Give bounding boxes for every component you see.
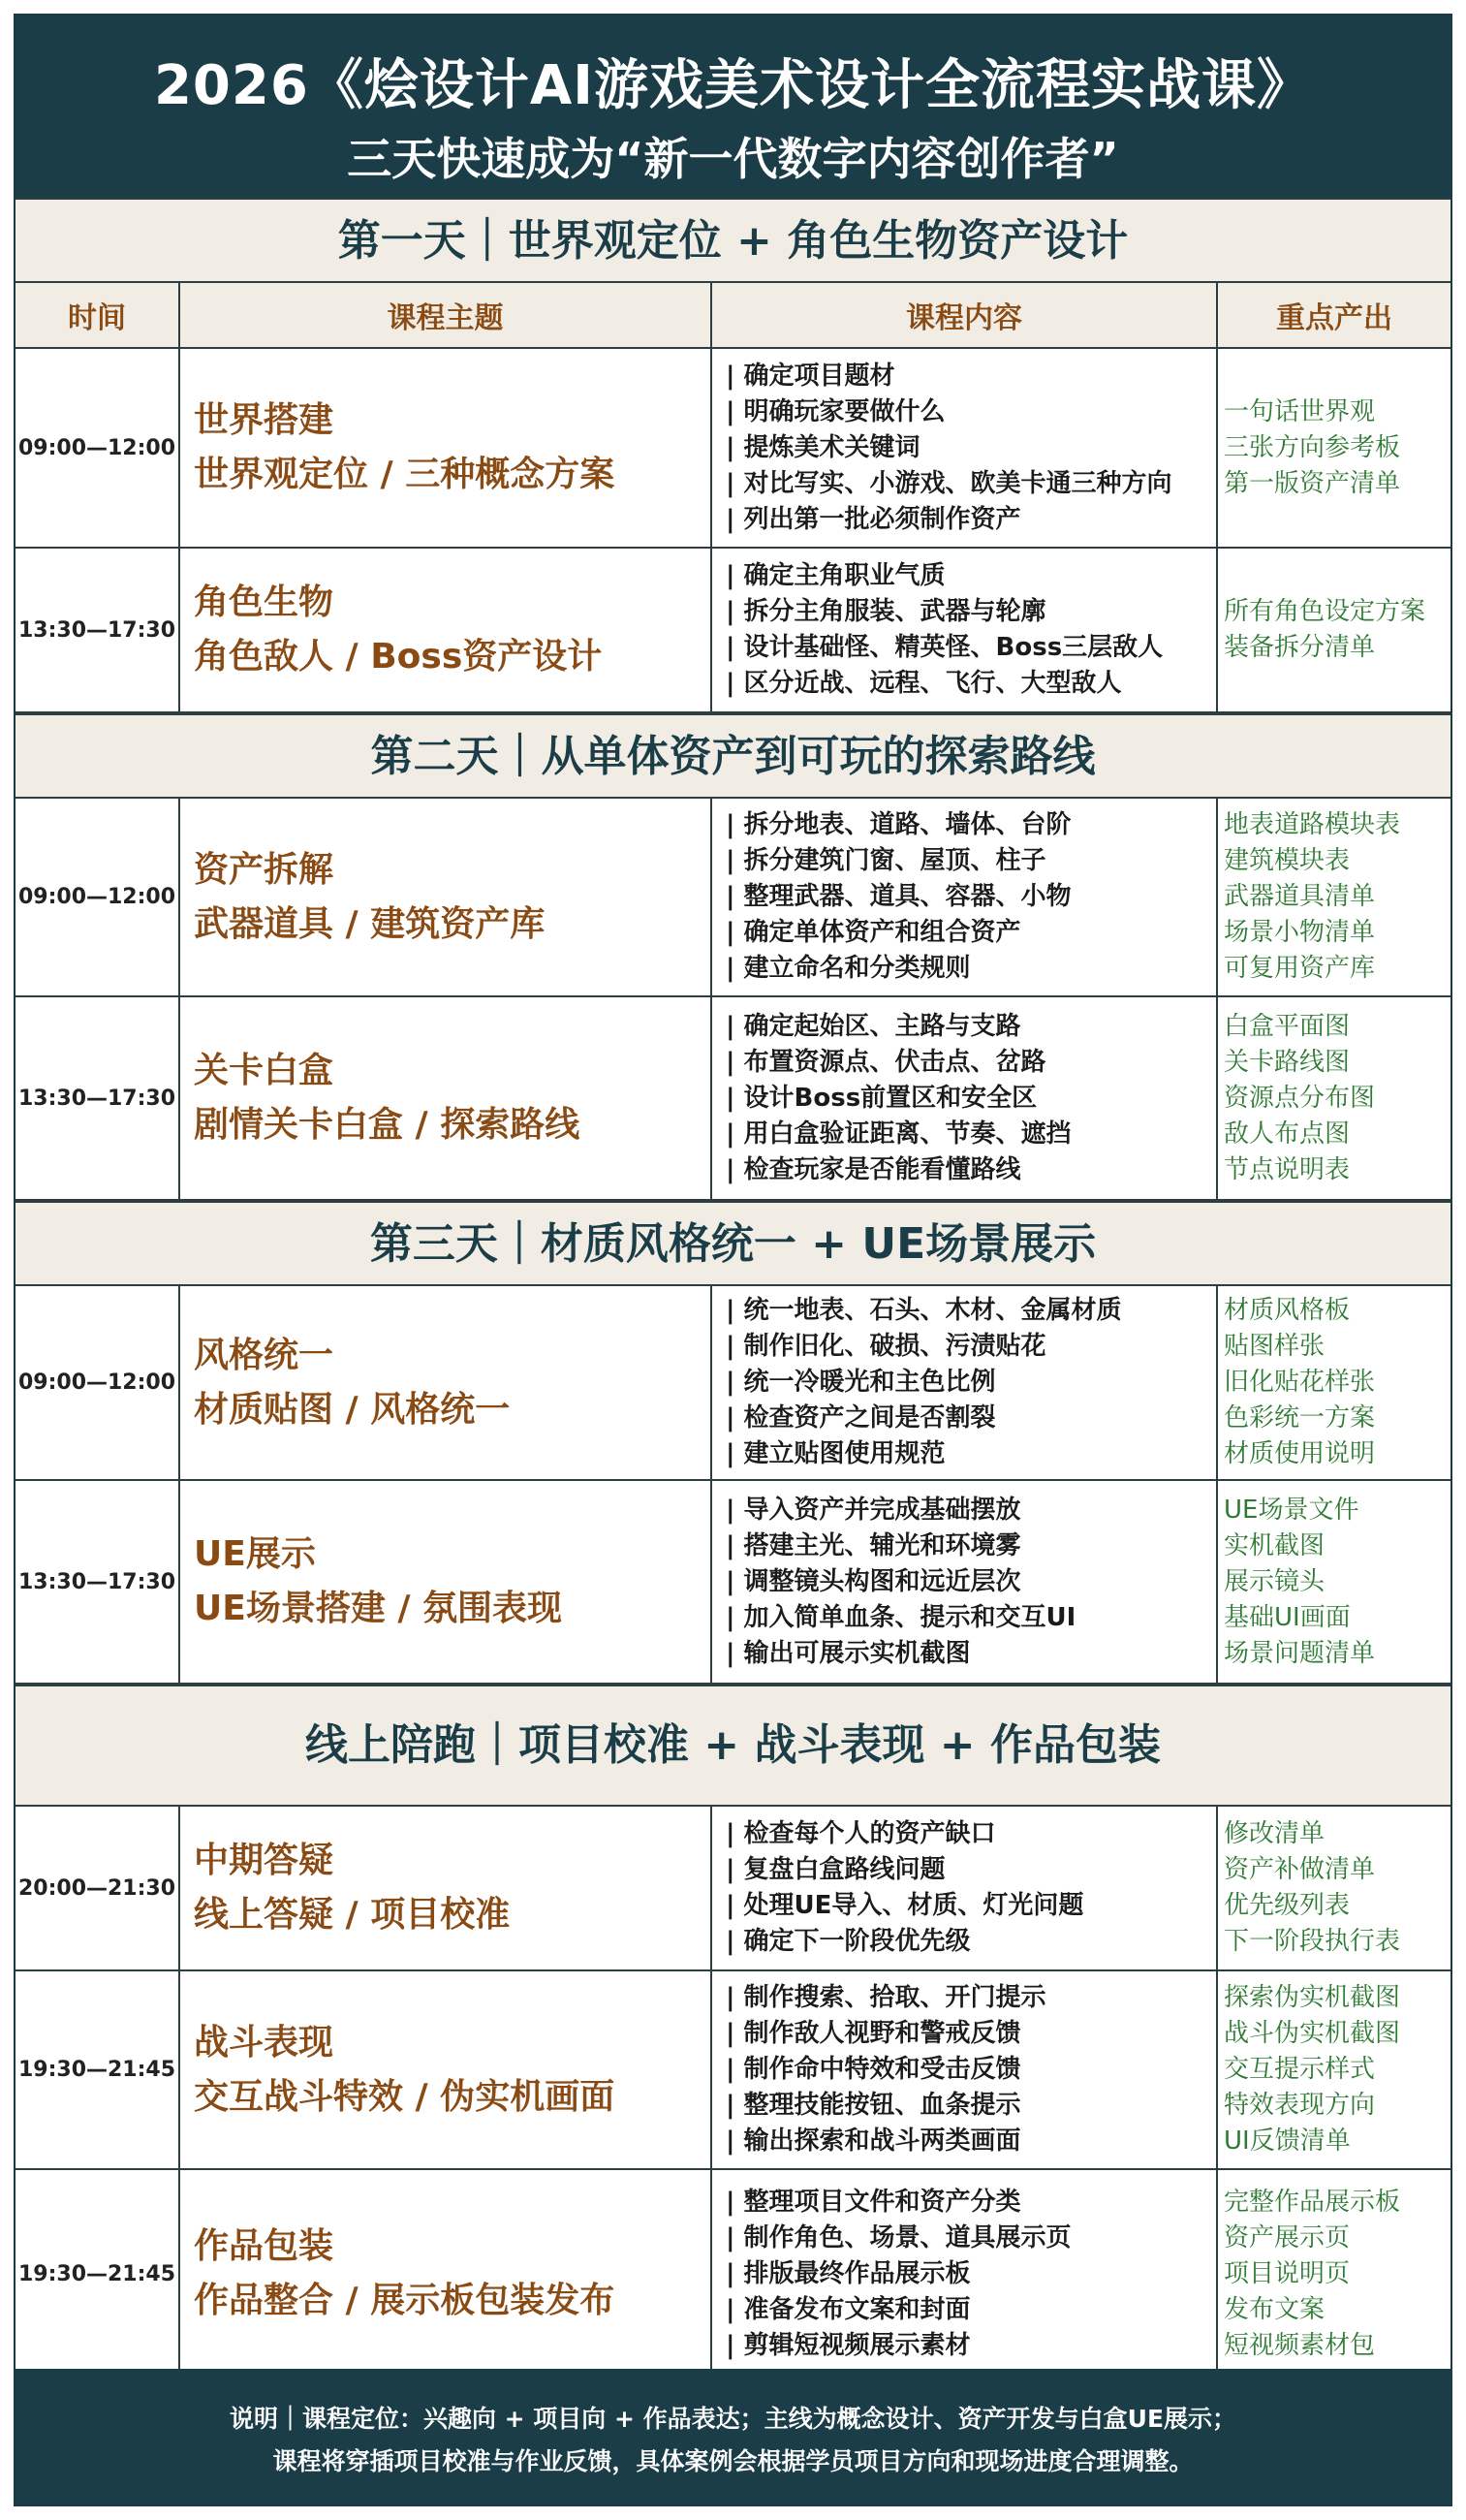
topic-line: 关卡白盒: [194, 1051, 334, 1090]
time-cell: 20:00—21:30: [16, 1807, 180, 1969]
output-item: 白盒平面图: [1224, 1011, 1351, 1041]
content-cell: [712, 2170, 1218, 2378]
schedule-table: [16, 198, 1450, 2379]
table-row: [16, 997, 1450, 1201]
column-header-content: 课程内容: [712, 283, 1218, 347]
content-cell: [712, 1286, 1218, 1479]
content-item: | 确定主角职业气质: [726, 561, 946, 590]
content-item: | 布置资源点、伏击点、岔路: [726, 1047, 1046, 1077]
content-item: | 检查每个人的资产缺口: [726, 1819, 996, 1848]
output-item: 一句话世界观: [1224, 396, 1376, 426]
topic-line: 世界搭建: [194, 400, 334, 440]
topic-line: 作品整合 / 展示板包装发布: [194, 2281, 615, 2320]
section-title: 第二天｜从单体资产到可玩的探索路线: [16, 713, 1450, 799]
content-item: | 明确玩家要做什么: [726, 396, 946, 426]
table-row: [16, 1286, 1450, 1481]
content-cell: [712, 1971, 1218, 2168]
table-row: [16, 1971, 1450, 2170]
output-item: 资源点分布图: [1224, 1083, 1376, 1113]
table-row: [16, 1807, 1450, 1971]
output-item: 资产展示页: [1224, 2222, 1351, 2252]
content-cell: [712, 1481, 1218, 1683]
content-cell: [712, 549, 1218, 711]
content-item: | 调整镜头构图和远近层次: [726, 1566, 1021, 1596]
output-item: 材质风格板: [1224, 1296, 1351, 1325]
output-item: 所有角色设定方案: [1224, 597, 1426, 626]
output-item: 下一阶段执行表: [1224, 1927, 1401, 1956]
output-item: 完整作品展示板: [1224, 2187, 1401, 2217]
time-cell: 09:00—12:00: [16, 349, 180, 547]
output-item: 武器道具清单: [1224, 882, 1376, 911]
content-item: | 剪辑短视频展示素材: [726, 2330, 971, 2360]
output-item: 交互提示样式: [1224, 2055, 1376, 2084]
page-title: 2026《烩设计AI游戏美术设计全流程实战课》: [153, 54, 1313, 117]
content-item: | 统一地表、石头、木材、金属材质: [726, 1296, 1122, 1325]
topic-line: UE场景搭建 / 氛围表现: [194, 1589, 563, 1628]
content-item: | 整理武器、道具、容器、小物: [726, 882, 1072, 911]
footer-line-1: 说明｜课程定位：兴趣向 + 项目向 + 作品表达；主线为概念设计、资产开发与白盒UE展示；: [229, 2405, 1237, 2433]
topic-line: 战斗表现: [194, 2022, 334, 2063]
column-header-output: 重点产出: [1276, 301, 1392, 335]
content-item: | 制作角色、场景、道具展示页: [726, 2222, 1072, 2252]
content-item: | 准备发布文案和封面: [726, 2294, 971, 2324]
topic-line: UE展示: [194, 1534, 316, 1574]
schedule-poster: [14, 14, 1452, 2506]
output-item: 旧化贴花样张: [1224, 1368, 1376, 1397]
output-cell: [1218, 1286, 1450, 1479]
content-item: | 设计基础怪、精英怪、Boss三层敌人: [726, 633, 1164, 662]
content-item: | 整理技能按钮、血条提示: [726, 2091, 1021, 2120]
topic-line: 角色生物: [194, 583, 334, 622]
topic-line: 剧情关卡白盒 / 探索路线: [194, 1105, 580, 1145]
content-item: | 输出探索和战斗两类画面: [726, 2126, 1021, 2156]
content-item: | 拆分地表、道路、墙体、台阶: [726, 810, 1072, 839]
footer-line-2: 课程将穿插项目校准与作业反馈，具体案例会根据学员项目方向和现场进度合理调整。: [272, 2447, 1194, 2475]
topic-cell: [180, 1286, 712, 1479]
content-cell: [712, 349, 1218, 547]
output-item: 实机截图: [1224, 1530, 1326, 1560]
output-item: 场景问题清单: [1224, 1638, 1376, 1668]
output-item: 优先级列表: [1224, 1891, 1351, 1920]
output-item: 第一版资产清单: [1224, 468, 1401, 498]
content-cell: [712, 997, 1218, 1199]
output-item: 探索伪实机截图: [1224, 1983, 1401, 2012]
output-item: 基础UI画面: [1224, 1602, 1351, 1632]
topic-cell: [180, 997, 712, 1199]
output-item: 战斗伪实机截图: [1224, 2019, 1401, 2048]
topic-line: 风格统一: [194, 1335, 334, 1375]
content-cell: [712, 1807, 1218, 1969]
output-item: 可复用资产库: [1224, 954, 1376, 983]
output-item: 地表道路模块表: [1224, 810, 1401, 839]
content-item: | 加入简单血条、提示和交互UI: [726, 1602, 1076, 1632]
time-cell: 19:30—21:45: [16, 2170, 180, 2378]
topic-cell: [180, 799, 712, 995]
output-cell: [1218, 349, 1450, 547]
content-item: | 整理项目文件和资产分类: [726, 2187, 1021, 2217]
time-cell: 19:30—21:45: [16, 1971, 180, 2168]
output-cell: [1218, 799, 1450, 995]
content-item: | 建立命名和分类规则: [726, 954, 971, 983]
content-item: | 拆分建筑门窗、屋顶、柱子: [726, 846, 1046, 875]
topic-cell: [180, 349, 712, 547]
topic-line: 角色敌人 / Boss资产设计: [194, 637, 603, 677]
topic-line: 材质贴图 / 风格统一: [194, 1389, 511, 1430]
content-item: | 制作搜索、拾取、开门提示: [726, 1983, 1046, 2012]
column-header-time: 时间: [16, 283, 180, 347]
output-item: 修改清单: [1224, 1819, 1326, 1848]
topic-line: 交互战斗特效 / 伪实机画面: [194, 2076, 615, 2117]
time-cell: 13:30—17:30: [16, 1481, 180, 1683]
topic-line: 世界观定位 / 三种概念方案: [194, 455, 615, 494]
content-item: | 对比写实、小游戏、欧美卡通三种方向: [726, 468, 1172, 498]
content-item: | 确定起始区、主路与支路: [726, 1011, 1021, 1041]
content-item: | 提炼美术关键词: [726, 432, 920, 462]
output-item: 节点说明表: [1224, 1154, 1351, 1184]
content-item: | 设计Boss前置区和安全区: [726, 1083, 1038, 1113]
time-cell: 13:30—17:30: [16, 997, 180, 1199]
output-item: 建筑模块表: [1224, 846, 1351, 875]
table-row: [16, 549, 1450, 713]
time-cell: 09:00—12:00: [16, 799, 180, 995]
output-item: 资产补做清单: [1224, 1855, 1376, 1884]
footer-note: [16, 2369, 1450, 2504]
output-item: UI反馈清单: [1224, 2126, 1351, 2156]
output-cell: [1218, 997, 1450, 1199]
section-title: 线上陪跑｜项目校准 + 战斗表现 + 作品包装: [16, 1685, 1450, 1807]
topic-line: 武器道具 / 建筑资产库: [194, 903, 546, 944]
topic-line: 中期答疑: [194, 1841, 334, 1880]
table-row: [16, 2170, 1450, 2379]
output-item: 色彩统一方案: [1224, 1403, 1376, 1433]
output-item: UE场景文件: [1224, 1495, 1359, 1525]
content-item: | 确定单体资产和组合资产: [726, 918, 1021, 947]
topic-line: 线上答疑 / 项目校准: [194, 1895, 511, 1935]
column-header-topic: 课程主题: [180, 283, 712, 347]
content-item: | 拆分主角服装、武器与轮廓: [726, 597, 1046, 626]
content-item: | 输出可展示实机截图: [726, 1638, 971, 1668]
output-item: 关卡路线图: [1224, 1047, 1351, 1077]
content-item: | 统一冷暖光和主色比例: [726, 1368, 996, 1397]
content-item: | 检查资产之间是否割裂: [726, 1403, 996, 1433]
content-item: | 制作旧化、破损、污渍贴花: [726, 1332, 1046, 1361]
output-cell: [1218, 2170, 1450, 2378]
output-cell: [1218, 1971, 1450, 2168]
output-item: 项目说明页: [1224, 2258, 1351, 2288]
topic-line: 作品包装: [194, 2226, 334, 2266]
output-item: 材质使用说明: [1224, 1439, 1376, 1468]
content-item: | 制作敌人视野和警戒反馈: [726, 2019, 1021, 2048]
content-item: | 确定项目题材: [726, 361, 895, 391]
topic-line: 资产拆解: [194, 849, 334, 890]
output-item: 场景小物清单: [1224, 918, 1376, 947]
column-header-row: [16, 283, 1450, 349]
time-cell: 09:00—12:00: [16, 1286, 180, 1479]
section-title: 第一天｜世界观定位 + 角色生物资产设计: [16, 198, 1450, 283]
topic-cell: [180, 1481, 712, 1683]
output-item: 贴图样张: [1224, 1332, 1326, 1361]
header-banner: [16, 16, 1450, 198]
table-row: [16, 799, 1450, 997]
output-item: 发布文案: [1224, 2294, 1326, 2324]
table-row: [16, 1481, 1450, 1685]
content-item: | 处理UE导入、材质、灯光问题: [726, 1891, 1084, 1920]
content-item: | 区分近战、远程、飞行、大型敌人: [726, 669, 1122, 698]
content-item: | 检查玩家是否能看懂路线: [726, 1154, 1021, 1184]
output-item: 装备拆分清单: [1224, 633, 1376, 662]
content-item: | 导入资产并完成基础摆放: [726, 1495, 1021, 1525]
output-cell: [1218, 1481, 1450, 1683]
content-item: | 列出第一批必须制作资产: [726, 504, 1021, 534]
table-row: [16, 349, 1450, 549]
content-cell: [712, 799, 1218, 995]
output-item: 短视频素材包: [1224, 2330, 1376, 2360]
output-item: 特效表现方向: [1224, 2091, 1376, 2120]
content-item: | 排版最终作品展示板: [726, 2258, 971, 2288]
content-item: | 制作命中特效和受击反馈: [726, 2055, 1021, 2084]
output-item: 三张方向参考板: [1224, 432, 1401, 462]
section-title: 第三天｜材质风格统一 + UE场景展示: [16, 1201, 1450, 1286]
topic-cell: [180, 1807, 712, 1969]
output-cell: [1218, 549, 1450, 711]
topic-cell: [180, 2170, 712, 2378]
content-item: | 用白盒验证距离、节奏、遮挡: [726, 1118, 1072, 1149]
content-item: | 建立贴图使用规范: [726, 1439, 946, 1468]
topic-cell: [180, 1971, 712, 2168]
output-cell: [1218, 1807, 1450, 1969]
content-item: | 确定下一阶段优先级: [726, 1927, 971, 1956]
page-subtitle: 三天快速成为“新一代数字内容创作者”: [347, 133, 1119, 185]
output-item: 展示镜头: [1224, 1566, 1326, 1596]
content-item: | 复盘白盒路线问题: [726, 1855, 946, 1884]
topic-cell: [180, 549, 712, 711]
content-item: | 搭建主光、辅光和环境雾: [726, 1530, 1021, 1560]
output-item: 敌人布点图: [1224, 1118, 1351, 1149]
time-cell: 13:30—17:30: [16, 549, 180, 711]
